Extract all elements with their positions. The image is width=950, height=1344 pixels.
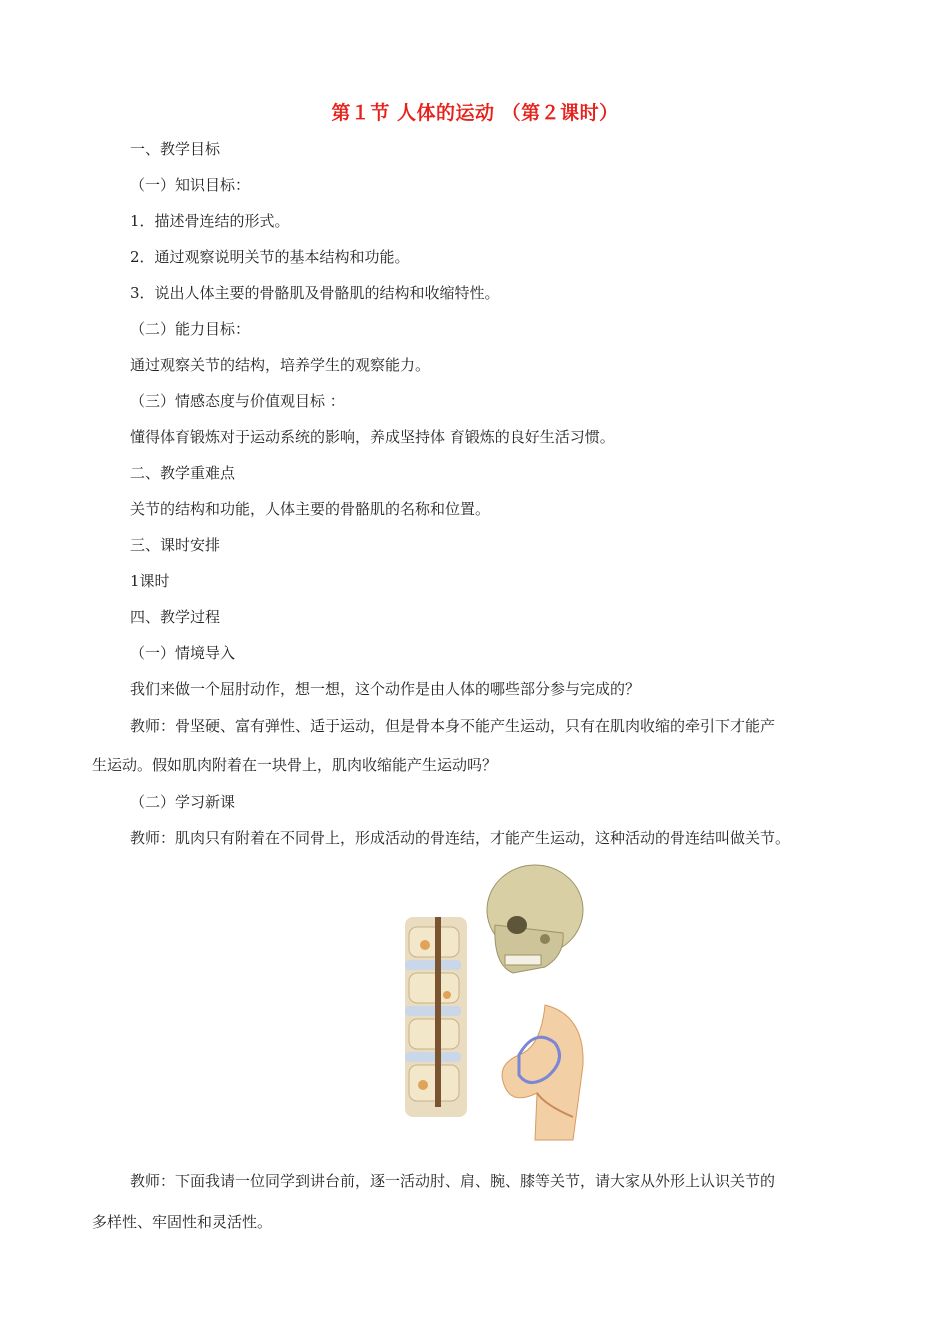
subheading-ability-goals: （二）能力目标： <box>130 320 251 338</box>
ability-goal-text: 通过观察关节的结构，培养学生的观察能力。 <box>130 356 431 374</box>
page-title: 第１节 人体的运动 （第２课时） <box>331 102 619 124</box>
subheading-knowledge-goals: （一）知识目标： <box>130 176 251 194</box>
teacher-paragraph-1-line-1: 教师：骨坚硬、富有弹性、适于运动，但是骨本身不能产生运动，只有在肌肉收缩的牵引下才能产 <box>130 717 776 735</box>
subheading-new-lesson: （二）学习新课 <box>130 793 236 811</box>
heading-schedule: 三、课时安排 <box>130 536 221 554</box>
attitude-goal-text: 懂得体育锻炼对于运动系统的影响，养成坚持体 育锻炼的良好生活习惯。 <box>130 428 615 446</box>
teacher-paragraph-2: 教师：肌肉只有附着在不同骨上，形成活动的骨连结，才能产生运动，这种活动的骨连结叫做关节。 <box>130 829 791 847</box>
spine-illustration <box>405 917 467 1117</box>
introduction-question: 我们来做一个屈肘动作，想一想，这个动作是由人体的哪些部分参与完成的？ <box>130 680 641 698</box>
heading-teaching-goals: 一、教学目标 <box>130 140 221 158</box>
knowledge-goal-1: 1．描述骨连结的形式。 <box>130 212 290 230</box>
teacher-paragraph-1-line-2: 生运动。假如肌肉附着在一块骨上，肌肉收缩能产生运动吗？ <box>92 756 498 774</box>
teacher-paragraph-3-line-1: 教师：下面我请一位同学到讲台前，逐一活动肘、肩、腕、膝等关节，请大家从外形上认识关节的 <box>130 1172 776 1190</box>
joints-illustration <box>395 855 595 1145</box>
skull-illustration <box>487 865 583 973</box>
subheading-attitude-goals: （三）情感态度与价值观目标 ： <box>130 392 345 410</box>
heading-teaching-process: 四、教学过程 <box>130 608 221 626</box>
knowledge-goal-3: 3．说出人体主要的骨骼肌及骨骼肌的结构和收缩特性。 <box>130 284 500 302</box>
hip-joint-illustration <box>502 1005 583 1140</box>
knowledge-goal-2: 2．通过观察说明关节的基本结构和功能。 <box>130 248 410 266</box>
subheading-introduction: （一）情境导入 <box>130 644 236 662</box>
schedule-text: 1课时 <box>130 572 170 590</box>
key-points-text: 关节的结构和功能，人体主要的骨骼肌的名称和位置。 <box>130 500 491 518</box>
heading-key-points: 二、教学重难点 <box>130 464 236 482</box>
teacher-paragraph-3-line-2: 多样性、牢固性和灵活性。 <box>92 1213 273 1231</box>
